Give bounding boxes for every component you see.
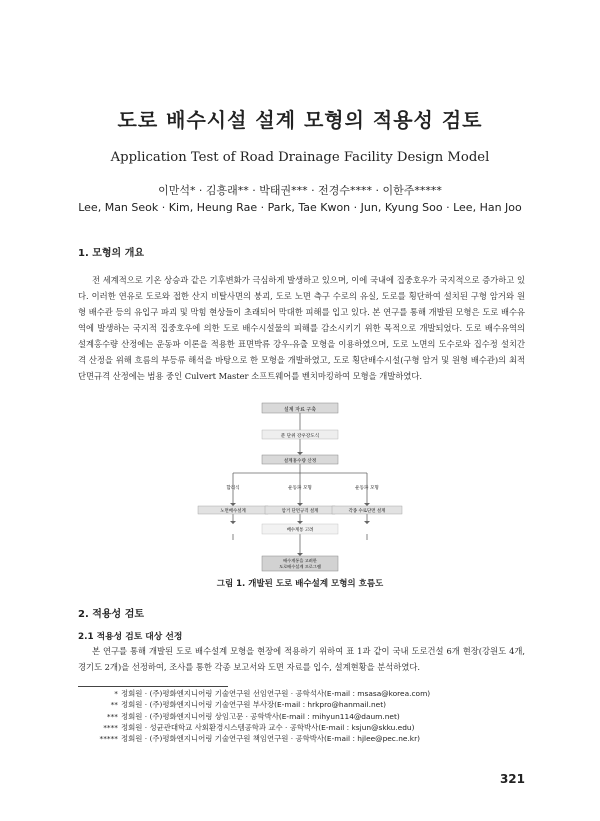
authors-english: Lee, Man Seok · Kim, Heung Rae · Park, Tae Kwon · Jun, Kyung Soo · Lee, Han Joo xyxy=(78,201,522,214)
section-2-heading: 2. 적용성 검토 xyxy=(78,609,145,620)
authors-korean: 이만석* · 김흥래** · 박태권*** · 전경수**** · 이한주***** xyxy=(158,184,442,197)
paper-title: 도로 배수시설 설계 모형의 적용성 검토 xyxy=(117,108,483,132)
footnote-mark: ***** xyxy=(99,734,118,744)
node-culvert-design-label: 암거 단면규격 설계 xyxy=(281,509,319,514)
node-channel-design-label: 각종 수로단면 설계 xyxy=(348,509,386,514)
section-1-paragraph xyxy=(78,272,525,384)
footnote-5 xyxy=(78,733,430,744)
footnote-mark: * xyxy=(114,689,118,698)
node-surface-drainage-label: 노면배수설계 xyxy=(220,509,246,514)
node-drainage-system-label: 배수계통 고려 xyxy=(286,528,314,533)
section-2-1-paragraph xyxy=(78,643,525,675)
figure-caption: 그림 1. 개발된 도로 배수설계 모형의 흐름도 xyxy=(216,579,384,589)
footnote-1 xyxy=(78,688,430,699)
footnote-3 xyxy=(78,711,430,722)
footnote-text: 정회원 · (주)평화엔지니어링 기술연구원 책임연구원 · 공학박사(E-mail : hjlee@pec.ne.kr) xyxy=(121,734,420,744)
footnote-4 xyxy=(78,722,430,733)
flowchart-figure xyxy=(190,400,410,575)
footnote-mark: ** xyxy=(110,700,118,710)
page-number: 321 xyxy=(499,772,525,786)
paper-subtitle: Application Test of Road Drainage Facility Design Model xyxy=(110,150,490,165)
section-1-text: 전 세계적으로 기온 상승과 같은 기후변화가 극심하게 발생하고 있으며, 이에 국내에 집중호우가 국지적으로 증가하고 있다. 이러한 연유로 도로와 접한 산지 비탈사면의 붕괴, 도로 노면 측구 수로의 유실, 도로를 횡단하여 설치된 구형 암거와 원형 배수관 등의 유입구 파괴 및 막힘 현상들이 초래되어 막대한 피해를 입고 있다. 본 연구를 통해 개발된 모형은 도로 배수유역에 발생하는 국지적 집중호우에 의한 도로 배수시설물의 피해를 감소시키기 위한 목적으로 개발되었다. 도로 배수유역의 설계홍수량 산정에는 운동파 이론을 적용한 표면박류 강우-유출 모형을 이용하였으며, 도로 노면의 도수로와 집수정 설치간격 산정을 위해 흐름의 부등류 해석을 바탕으로 한 모형을 개발하였고, 도로 횡단배수시설(구형 암거 및 원형 배수관)의 최적 단면규격 산정에는 범용 중인 Culvert Master 소프트웨어를 벤치마킹하여 모형을 개발하였다. xyxy=(78,275,525,381)
footnote-mark: *** xyxy=(106,711,118,721)
footnote-text: 정회원 · (주)평화엔지니어링 상임고문 · 공학박사(E-mail : mihyun114@daum.net) xyxy=(121,711,400,721)
footnote-text: 정회원 · (주)평화엔지니어링 기술연구원 선임연구원 · 공학석사(E-mail : msasa@korea.com) xyxy=(121,689,431,698)
section-2-1-heading: 2.1 적용성 검토 대상 선정 xyxy=(78,632,183,642)
label-rational-method: 합리식 xyxy=(226,486,240,491)
node-rainfall-intensity-label: 분 단위 강우강도식 xyxy=(280,434,320,439)
node-drainage-program-line1: 배수계통을 고려한 xyxy=(283,558,317,563)
footnote-2 xyxy=(78,699,430,710)
node-design-data-label: 설계 자료 구축 xyxy=(283,407,317,413)
footnote-text: 정회원 · (주)평화엔지니어링 기술연구원 부사장(E-mail : hrkpro@hanmail.net) xyxy=(121,700,386,710)
footnote-list xyxy=(78,688,430,744)
section-2-1-text: 본 연구를 통해 개발된 도로 배수설계 모형을 현장에 적용하기 위하여 표 1과 같이 국내 도로건설 6개 현장(강원도 4개, 경기도 2개)을 선정하여, 조사를 통한 각종 보고서와 도면 자료를 입수, 설계현황을 분석하였다. xyxy=(78,646,525,672)
node-drainage-program-line2: 도로배수설계 프로그램 xyxy=(279,564,321,569)
label-kinematic-wave-2: 운동파 모형 xyxy=(355,486,379,491)
footnote-mark: **** xyxy=(103,722,118,732)
node-design-flood-label: 설계홍수량 산정 xyxy=(283,459,317,464)
footnote-divider xyxy=(78,686,228,687)
section-1-heading: 1. 모형의 개요 xyxy=(78,248,145,259)
footnote-text: 정회원 · 성균관대학교 사회환경시스템공학과 교수 · 공학박사(E-mail : ksjun@skku.edu) xyxy=(121,722,415,732)
label-kinematic-wave-1: 운동파 모형 xyxy=(288,486,312,491)
